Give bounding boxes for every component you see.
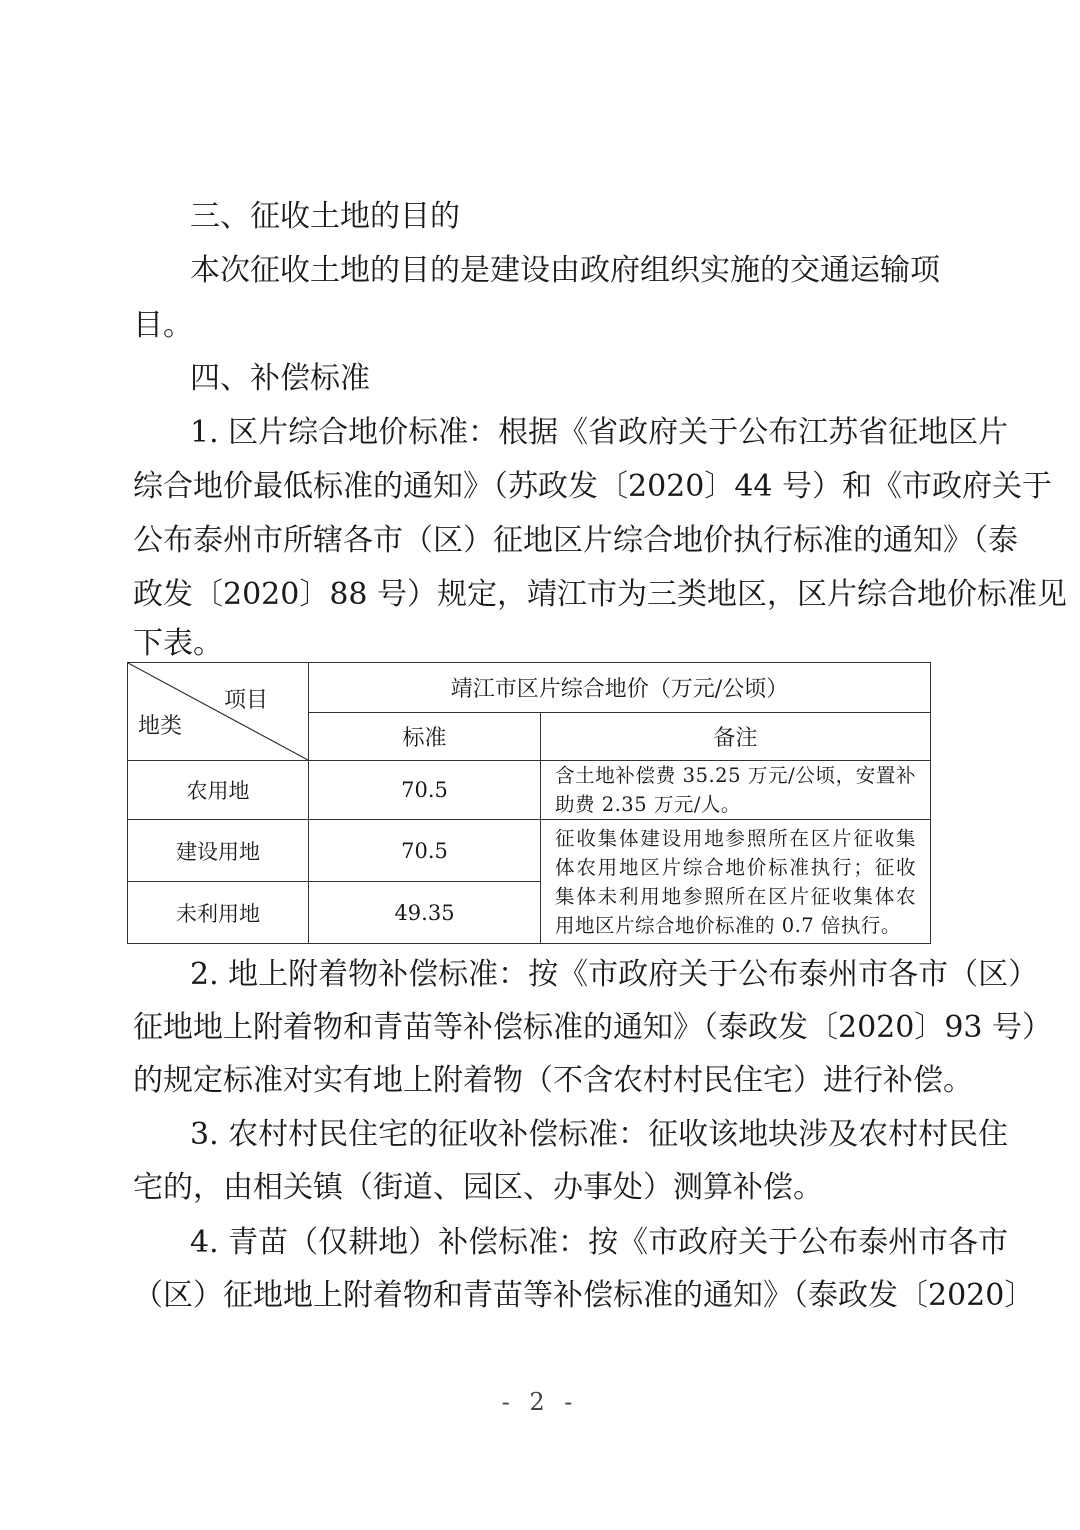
note-cell-merged: [541, 820, 931, 944]
standard-value-cell: 70.5: [309, 761, 541, 820]
standard-value-cell: 70.5: [309, 820, 541, 882]
item1-line-2: 综合地价最低标准的通知》（苏政发〔2020〕44 号）和《市政府关于: [133, 469, 1053, 504]
item2-line-3: 的规定标准对实有地上附着物（不含农村村民住宅）进行补偿。: [133, 1063, 973, 1098]
land-type-cell: 建设用地: [128, 820, 309, 882]
item4-line-2: （区）征地地上附着物和青苗等补偿标准的通知》（泰政发〔2020〕: [133, 1278, 1035, 1313]
standard-value-cell: 49.35: [309, 882, 541, 944]
section4-heading: 四、补偿标准: [190, 361, 370, 396]
corner-header-cell: [128, 663, 309, 761]
note-line: 含土地补偿费 35.25 万元/公顷，安置补: [555, 764, 917, 787]
section3-line-1: 本次征收土地的目的是建设由政府组织实施的交通运输项: [190, 253, 940, 288]
land-price-table: [127, 662, 931, 944]
section3-line-2: 目。: [133, 308, 193, 343]
section3-heading: 三、征收土地的目的: [190, 199, 460, 234]
land-type-cell: 农用地: [128, 761, 309, 820]
note-line: 助费 2.35 万元/人。: [555, 793, 741, 816]
note-line: 征收集体建设用地参照所在区片征收集: [555, 826, 917, 850]
note-line: 体农用地区片综合地价标准执行；征收: [555, 855, 917, 879]
note-line: 用地区片综合地价标准的 0.7 倍执行。: [555, 913, 901, 937]
item2-line-1: 2. 地上附着物补偿标准：按《市政府关于公布泰州市各市（区）: [190, 957, 1039, 992]
table-row: [128, 761, 931, 820]
item1-line-4: 政发〔2020〕88 号）规定，靖江市为三类地区，区片综合地价标准见: [133, 577, 1068, 612]
item1-line-5: 下表。: [133, 626, 223, 661]
item1-line-1: 1. 区片综合地价标准：根据《省政府关于公布江苏省征地区片: [190, 415, 1009, 450]
page-number: - 2 -: [501, 1388, 579, 1416]
item2-line-2: 征地地上附着物和青苗等补偿标准的通知》（泰政发〔2020〕93 号）: [133, 1010, 1053, 1045]
note-cell: [541, 761, 931, 820]
corner-label-landtype: 地类: [138, 714, 183, 739]
item3-line-2: 宅的，由相关镇（街道、园区、办事处）测算补偿。: [133, 1170, 823, 1205]
item1-line-3: 公布泰州市所辖各市（区）征地区片综合地价执行标准的通知》（泰: [133, 523, 1018, 558]
col-header-standard: 标准: [309, 713, 541, 761]
table-row: [128, 820, 931, 882]
land-type-cell: 未利用地: [128, 882, 309, 944]
group-header-cell: 靖江市区片综合地价（万元/公顷）: [309, 663, 931, 713]
item4-line-1: 4. 青苗（仅耕地）补偿标准：按《市政府关于公布泰州市各市: [190, 1225, 1009, 1260]
note-line: 集体未利用地参照所在区片征收集体农: [555, 884, 917, 908]
item3-line-1: 3. 农村村民住宅的征收补偿标准：征收该地块涉及农村村民住: [190, 1117, 1009, 1152]
col-header-note: 备注: [541, 713, 931, 761]
corner-label-item: 项目: [223, 688, 268, 713]
